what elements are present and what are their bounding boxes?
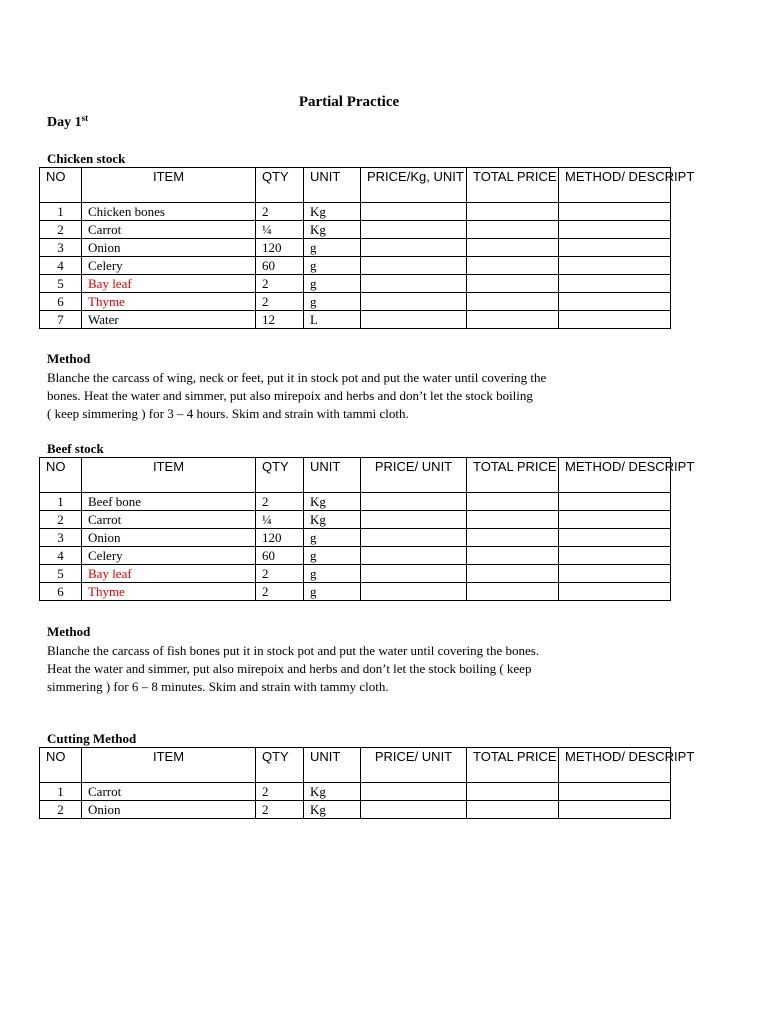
beef-stock-heading: Beef stock bbox=[47, 441, 104, 456]
cell-qty: 120 bbox=[256, 239, 304, 257]
cell-total-price bbox=[467, 493, 559, 511]
chicken-method-text bbox=[47, 369, 687, 423]
cell-unit: Kg bbox=[304, 221, 361, 239]
table-row bbox=[40, 239, 671, 257]
cell-item: Onion bbox=[82, 801, 256, 819]
cell-unit: Kg bbox=[304, 511, 361, 529]
cell-method bbox=[559, 221, 671, 239]
cell-item: Chicken bones bbox=[82, 203, 256, 221]
day-text: Day 1 bbox=[47, 115, 82, 130]
cell-qty: ¼ bbox=[256, 221, 304, 239]
cell-item: Carrot bbox=[82, 783, 256, 801]
method-line: bones. Heat the water and simmer, put also mirepoix and herbs and don’t let the stock boiling bbox=[47, 388, 533, 403]
header-price: PRICE/ UNIT bbox=[361, 458, 467, 493]
header-item: ITEM bbox=[82, 458, 256, 493]
cell-method bbox=[559, 801, 671, 819]
table-row bbox=[40, 293, 671, 311]
cell-no: 3 bbox=[40, 239, 82, 257]
cell-no: 4 bbox=[40, 257, 82, 275]
day-suffix: st bbox=[81, 113, 89, 123]
cell-unit: g bbox=[304, 583, 361, 601]
cell-item: Carrot bbox=[82, 221, 256, 239]
table-row bbox=[40, 203, 671, 221]
cell-unit: L bbox=[304, 311, 361, 329]
cell-method bbox=[559, 511, 671, 529]
cutting-method-heading: Cutting Method bbox=[47, 731, 137, 746]
cell-qty: 2 bbox=[256, 275, 304, 293]
cell-total-price bbox=[467, 783, 559, 801]
table-header-row bbox=[40, 748, 671, 783]
cell-item: Bay leaf bbox=[82, 275, 256, 293]
header-price: PRICE/ UNIT bbox=[361, 748, 467, 783]
cell-method bbox=[559, 529, 671, 547]
cell-qty: 2 bbox=[256, 203, 304, 221]
cell-total-price bbox=[467, 203, 559, 221]
cell-item: Beef bone bbox=[82, 493, 256, 511]
table-row bbox=[40, 493, 671, 511]
chicken-stock-heading: Chicken stock bbox=[47, 151, 126, 166]
table-row bbox=[40, 547, 671, 565]
cell-no: 5 bbox=[40, 275, 82, 293]
cell-unit: Kg bbox=[304, 783, 361, 801]
page-title: Partial Practice bbox=[298, 94, 400, 110]
header-price: PRICE/Kg, UNIT bbox=[361, 168, 467, 203]
cell-total-price bbox=[467, 239, 559, 257]
cell-method bbox=[559, 547, 671, 565]
header-total-price: TOTAL PRICE bbox=[467, 458, 559, 493]
cell-qty: 60 bbox=[256, 257, 304, 275]
cell-price bbox=[361, 203, 467, 221]
cell-total-price bbox=[467, 511, 559, 529]
cell-unit: g bbox=[304, 239, 361, 257]
table-row bbox=[40, 783, 671, 801]
cell-price bbox=[361, 257, 467, 275]
cell-price bbox=[361, 583, 467, 601]
cell-total-price bbox=[467, 565, 559, 583]
cell-no: 6 bbox=[40, 583, 82, 601]
header-total-price: TOTAL PRICE bbox=[467, 748, 559, 783]
cell-item: Thyme bbox=[82, 293, 256, 311]
beef-method-text bbox=[47, 642, 687, 696]
method-line: ( keep simmering ) for 3 – 4 hours. Skim and strain with tammi cloth. bbox=[47, 406, 409, 421]
cell-total-price bbox=[467, 275, 559, 293]
cell-method bbox=[559, 293, 671, 311]
cell-qty: ¼ bbox=[256, 511, 304, 529]
cell-price bbox=[361, 511, 467, 529]
cell-no: 1 bbox=[40, 783, 82, 801]
cell-price bbox=[361, 529, 467, 547]
cell-method bbox=[559, 783, 671, 801]
chicken-method-heading: Method bbox=[47, 351, 91, 366]
header-qty: QTY bbox=[256, 748, 304, 783]
cell-price bbox=[361, 311, 467, 329]
cell-method bbox=[559, 275, 671, 293]
header-unit: UNIT bbox=[304, 458, 361, 493]
day-label bbox=[47, 113, 88, 131]
method-line: simmering ) for 6 – 8 minutes. Skim and strain with tammy cloth. bbox=[47, 679, 389, 694]
cell-item: Carrot bbox=[82, 511, 256, 529]
cell-qty: 60 bbox=[256, 547, 304, 565]
cell-total-price bbox=[467, 257, 559, 275]
header-qty: QTY bbox=[256, 458, 304, 493]
cell-no: 5 bbox=[40, 565, 82, 583]
header-unit: UNIT bbox=[304, 168, 361, 203]
cell-item: Bay leaf bbox=[82, 565, 256, 583]
table-row bbox=[40, 311, 671, 329]
cell-total-price bbox=[467, 583, 559, 601]
cell-no: 1 bbox=[40, 493, 82, 511]
table-row bbox=[40, 221, 671, 239]
cell-qty: 12 bbox=[256, 311, 304, 329]
cell-unit: Kg bbox=[304, 203, 361, 221]
table-row bbox=[40, 529, 671, 547]
cell-price bbox=[361, 239, 467, 257]
cell-price bbox=[361, 275, 467, 293]
cell-total-price bbox=[467, 529, 559, 547]
cell-method bbox=[559, 257, 671, 275]
cell-unit: g bbox=[304, 257, 361, 275]
cell-no: 2 bbox=[40, 801, 82, 819]
header-method: METHOD/ DESCRIPT bbox=[559, 748, 671, 783]
beef-stock-rows bbox=[40, 493, 671, 601]
cell-no: 2 bbox=[40, 221, 82, 239]
cell-item: Onion bbox=[82, 239, 256, 257]
cell-unit: g bbox=[304, 529, 361, 547]
cell-no: 4 bbox=[40, 547, 82, 565]
cell-unit: g bbox=[304, 547, 361, 565]
cell-price bbox=[361, 565, 467, 583]
cell-method bbox=[559, 583, 671, 601]
cell-item: Thyme bbox=[82, 583, 256, 601]
table-row bbox=[40, 511, 671, 529]
cell-method bbox=[559, 493, 671, 511]
cell-total-price bbox=[467, 293, 559, 311]
chicken-stock-table bbox=[39, 167, 695, 329]
cell-item: Onion bbox=[82, 529, 256, 547]
cell-qty: 2 bbox=[256, 783, 304, 801]
cell-qty: 2 bbox=[256, 583, 304, 601]
cell-price bbox=[361, 783, 467, 801]
table-row bbox=[40, 583, 671, 601]
cell-total-price bbox=[467, 311, 559, 329]
method-line: Heat the water and simmer, put also mirepoix and herbs and don’t let the stock boiling ( keep bbox=[47, 661, 532, 676]
cell-price bbox=[361, 221, 467, 239]
cell-total-price bbox=[467, 221, 559, 239]
cell-method bbox=[559, 239, 671, 257]
cell-qty: 2 bbox=[256, 801, 304, 819]
cell-item: Celery bbox=[82, 547, 256, 565]
cutting-method-rows bbox=[40, 783, 671, 819]
method-line: Blanche the carcass of wing, neck or feet, put it in stock pot and put the water until covering the bbox=[47, 370, 547, 385]
cell-qty: 120 bbox=[256, 529, 304, 547]
header-no: NO bbox=[40, 748, 82, 783]
header-method: METHOD/ DESCRIPT bbox=[559, 458, 671, 493]
header-no: NO bbox=[40, 458, 82, 493]
beef-method-heading: Method bbox=[47, 624, 91, 639]
table-row bbox=[40, 275, 671, 293]
cell-unit: g bbox=[304, 565, 361, 583]
table-header-row bbox=[40, 458, 671, 493]
cell-qty: 2 bbox=[256, 565, 304, 583]
method-line: Blanche the carcass of fish bones put it in stock pot and put the water until covering the bones. bbox=[47, 643, 540, 658]
cell-no: 7 bbox=[40, 311, 82, 329]
cell-unit: g bbox=[304, 275, 361, 293]
table-header-row bbox=[40, 168, 671, 203]
cell-no: 1 bbox=[40, 203, 82, 221]
header-qty: QTY bbox=[256, 168, 304, 203]
cell-price bbox=[361, 801, 467, 819]
header-no: NO bbox=[40, 168, 82, 203]
cell-price bbox=[361, 493, 467, 511]
table-row bbox=[40, 257, 671, 275]
cell-unit: Kg bbox=[304, 801, 361, 819]
table-row bbox=[40, 565, 671, 583]
cell-no: 3 bbox=[40, 529, 82, 547]
header-unit: UNIT bbox=[304, 748, 361, 783]
table-row bbox=[40, 801, 671, 819]
cell-unit: Kg bbox=[304, 493, 361, 511]
header-item: ITEM bbox=[82, 168, 256, 203]
cell-unit: g bbox=[304, 293, 361, 311]
cell-price bbox=[361, 547, 467, 565]
header-total-price: TOTAL PRICE bbox=[467, 168, 559, 203]
cell-no: 2 bbox=[40, 511, 82, 529]
header-method: METHOD/ DESCRIPT bbox=[559, 168, 671, 203]
cell-qty: 2 bbox=[256, 493, 304, 511]
cell-total-price bbox=[467, 547, 559, 565]
beef-stock-table bbox=[39, 457, 695, 601]
cell-qty: 2 bbox=[256, 293, 304, 311]
cell-method bbox=[559, 311, 671, 329]
chicken-stock-rows bbox=[40, 203, 671, 329]
cell-method bbox=[559, 203, 671, 221]
cell-item: Celery bbox=[82, 257, 256, 275]
cutting-method-table bbox=[39, 747, 695, 819]
cell-price bbox=[361, 293, 467, 311]
cell-no: 6 bbox=[40, 293, 82, 311]
cell-method bbox=[559, 565, 671, 583]
header-item: ITEM bbox=[82, 748, 256, 783]
cell-total-price bbox=[467, 801, 559, 819]
cell-item: Water bbox=[82, 311, 256, 329]
